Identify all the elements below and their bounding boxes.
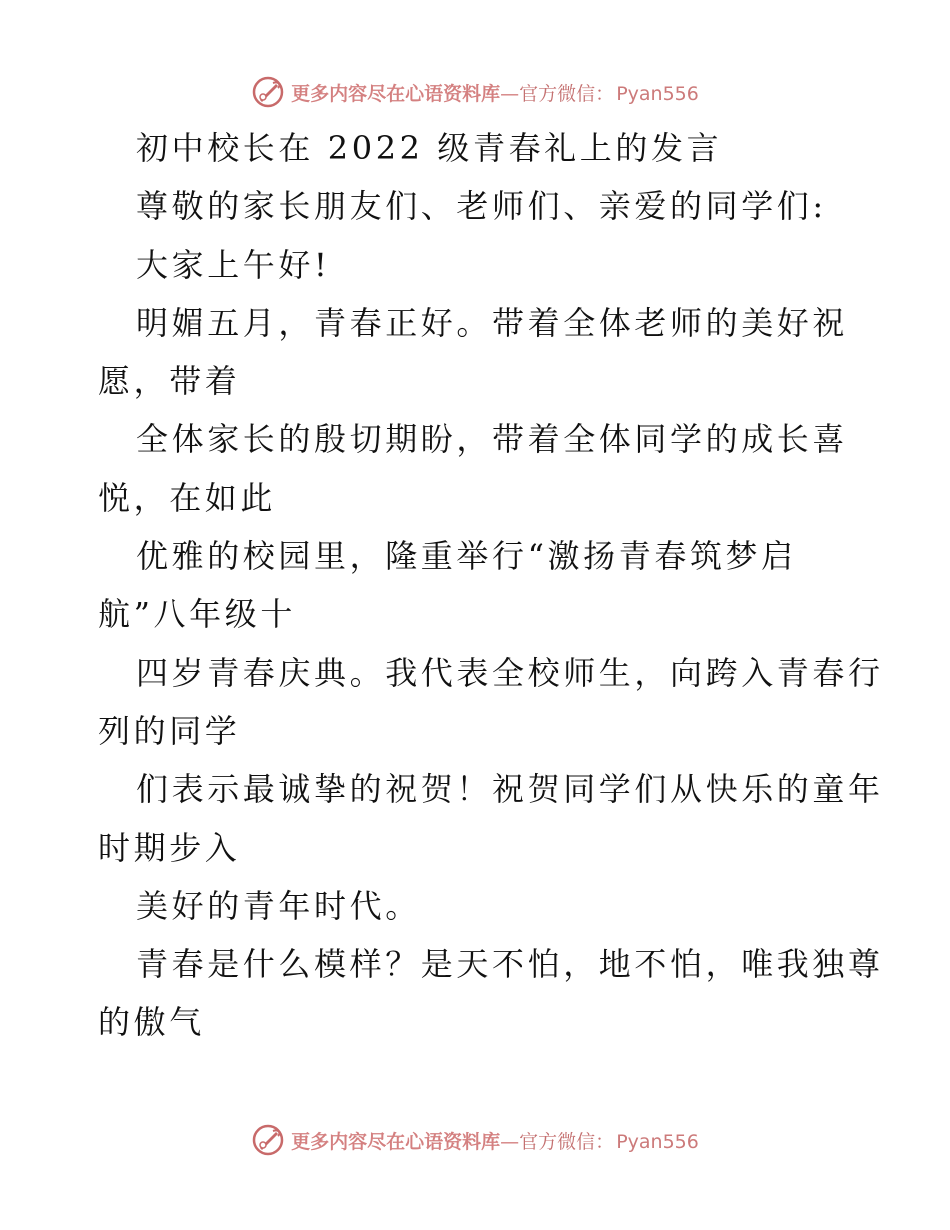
red-quill-seal-icon bbox=[251, 75, 285, 109]
header-banner bbox=[0, 72, 950, 112]
banner-text bbox=[291, 79, 699, 106]
banner-main-text: 更多内容尽在心语资料库 bbox=[291, 1130, 501, 1153]
document-line: 的傲气 bbox=[98, 1003, 205, 1042]
document-line: 明媚五月，青春正好。带着全体老师的美好祝 bbox=[136, 303, 849, 342]
document-line: 们表示最诚挚的祝贺！祝贺同学们从快乐的童年 bbox=[136, 770, 884, 809]
document-body bbox=[98, 119, 884, 1052]
document-line: 航”八年级十 bbox=[98, 595, 296, 634]
footer-banner bbox=[0, 1120, 950, 1160]
document-line: 初中校长在 2022 级青春礼上的发言 bbox=[136, 129, 723, 167]
document-line: 青春是什么模样？是天不怕，地不怕，唯我独尊 bbox=[136, 945, 884, 984]
document-line: 美好的青年时代。 bbox=[136, 886, 421, 925]
document-line: 四岁青春庆典。我代表全校师生，向跨入青春行 bbox=[136, 653, 884, 692]
document-line: 列的同学 bbox=[98, 711, 241, 750]
document-line: 时期步入 bbox=[98, 828, 241, 867]
banner-wechat-label: 官方微信： bbox=[519, 1130, 615, 1153]
banner-wechat-label: 官方微信： bbox=[519, 82, 615, 105]
document-line: 优雅的校园里，隆重举行“激扬青春筑梦启 bbox=[136, 537, 797, 576]
banner-main-text: 更多内容尽在心语资料库 bbox=[291, 82, 501, 105]
banner-wechat-id: Pyan556 bbox=[616, 82, 699, 105]
document-line: 尊敬的家长朋友们、老师们、亲爱的同学们: bbox=[136, 187, 827, 226]
banner-separator: — bbox=[500, 82, 520, 105]
document-line: 悦，在如此 bbox=[98, 478, 277, 517]
document-line: 全体家长的殷切期盼，带着全体同学的成长喜 bbox=[136, 420, 849, 459]
banner-text bbox=[291, 1127, 699, 1154]
banner-wechat-id: Pyan556 bbox=[616, 1130, 699, 1153]
banner-separator: — bbox=[500, 1130, 520, 1153]
document-line: 大家上午好! bbox=[136, 245, 331, 284]
red-quill-seal-icon bbox=[251, 1123, 285, 1157]
document-line: 愿，带着 bbox=[98, 362, 241, 401]
